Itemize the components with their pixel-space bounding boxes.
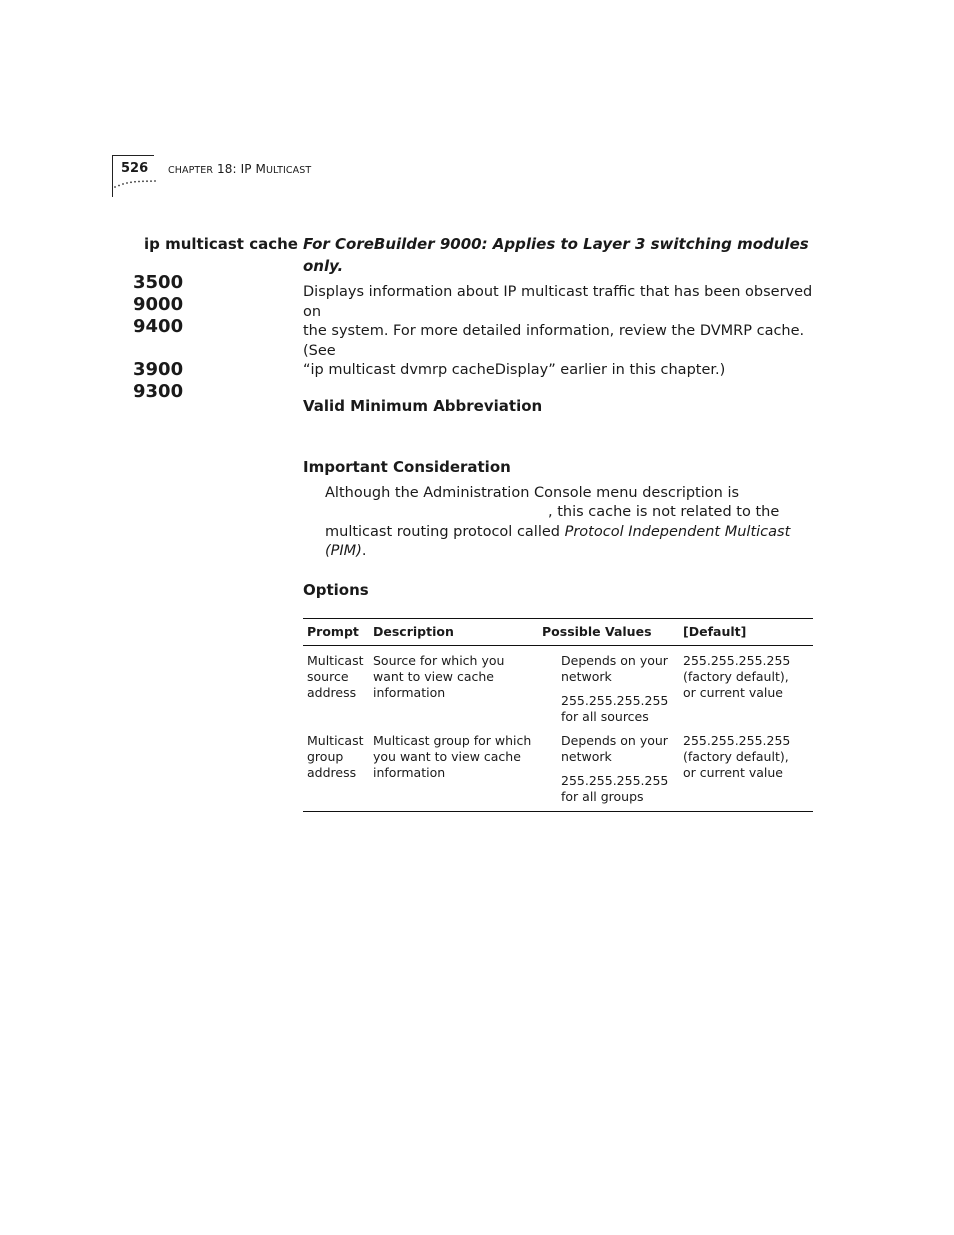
column-header-default: [Default] [683, 623, 747, 639]
options-heading: Options [303, 580, 369, 599]
chapter-title [168, 162, 311, 176]
cell-line: network [561, 748, 612, 764]
values-cell [538, 653, 683, 725]
cell-line: Multicast group for which [373, 732, 532, 748]
consideration-line [325, 542, 815, 562]
column-header-description: Description [373, 623, 454, 639]
cell-line: for all groups [561, 788, 644, 804]
cell-line: address [307, 764, 357, 780]
cell-line: Multicast [307, 732, 364, 748]
header-rule-horizontal [112, 155, 154, 156]
cell-line: (factory default), [683, 748, 789, 764]
description-line: the system. For more detailed information, review the DVMRP cache. (See [303, 323, 805, 359]
platform-list [133, 272, 183, 403]
consideration-line [325, 523, 815, 543]
cell-line: address [307, 684, 357, 700]
platform-gap [133, 338, 183, 359]
options-table [303, 618, 813, 812]
cell-line: for all sources [561, 708, 649, 724]
description-cell [373, 653, 538, 725]
description-cell [373, 733, 538, 805]
column-header-prompt: Prompt [307, 623, 359, 639]
cell-line: group [307, 748, 344, 764]
consideration-line: , this cache is not related to the [548, 504, 780, 520]
description-line: “ip multicast dvmrp cacheDisplay” earlier in this chapter.) [303, 362, 726, 378]
cell-line: 255.255.255.255 [683, 652, 791, 668]
cell-line: information [373, 764, 446, 780]
values-list [538, 653, 683, 725]
cell-line: Depends on your [561, 652, 668, 668]
cell-line: Source for which you [373, 652, 505, 668]
header-rule-vertical [112, 155, 113, 197]
cell-line: network [561, 668, 612, 684]
valid-min-abbrev-heading: Valid Minimum Abbreviation [303, 396, 543, 415]
cell-line: want to view cache [373, 668, 494, 684]
description [303, 283, 815, 381]
cell-line: information [373, 684, 446, 700]
cell-line: (factory default), [683, 668, 789, 684]
platform-label: 9000 [133, 294, 184, 315]
cell-line: 255.255.255.255 [561, 692, 669, 708]
header-dotted-ornament [113, 179, 159, 189]
applies-note: For CoreBuilder 9000: Applies to Layer 3 switching modules only. [303, 235, 809, 275]
default-cell [683, 733, 813, 805]
platform-label: 9300 [133, 381, 184, 402]
cell-line: or current value [683, 684, 783, 700]
consideration-text [325, 484, 815, 562]
values-list [538, 733, 683, 805]
protocol-abbrev: (PIM) [325, 543, 362, 559]
prompt-cell [303, 653, 373, 725]
platform-label: 3500 [133, 272, 184, 293]
cell-line: source [307, 668, 349, 684]
chapter-title-rest: MULTICAST [255, 162, 312, 176]
consideration-plain: multicast routing protocol called [325, 523, 565, 540]
column-header-values: Possible Values [542, 623, 652, 639]
main-content [303, 233, 815, 812]
prompt-cell [303, 733, 373, 805]
command-name: ip multicast cache [144, 235, 298, 253]
important-consideration-heading: Important Consideration [303, 457, 511, 476]
table-row [303, 725, 813, 811]
consideration-line: Although the Administration Console menu description is [325, 484, 740, 501]
consideration-period: . [361, 543, 367, 559]
cell-line: you want to view cache [373, 748, 521, 764]
description-line: Displays information about IP multicast traffic that has been observed on [303, 284, 813, 320]
cell-line: Depends on your [561, 732, 668, 748]
cell-line: 255.255.255.255 [683, 732, 791, 748]
table-header-row [303, 619, 813, 646]
default-cell [683, 653, 813, 725]
table-row [303, 646, 813, 725]
protocol-name: Protocol Independent Multicast [564, 523, 791, 540]
chapter-title-prefix: CHAPTER 18: IP [168, 162, 256, 176]
cell-line: 255.255.255.255 [561, 772, 669, 788]
values-cell [538, 733, 683, 805]
cell-line: or current value [683, 764, 783, 780]
page-number: 526 [121, 161, 149, 176]
platform-label: 9400 [133, 316, 184, 337]
platform-label: 3900 [133, 359, 184, 380]
cell-line: Multicast [307, 652, 364, 668]
